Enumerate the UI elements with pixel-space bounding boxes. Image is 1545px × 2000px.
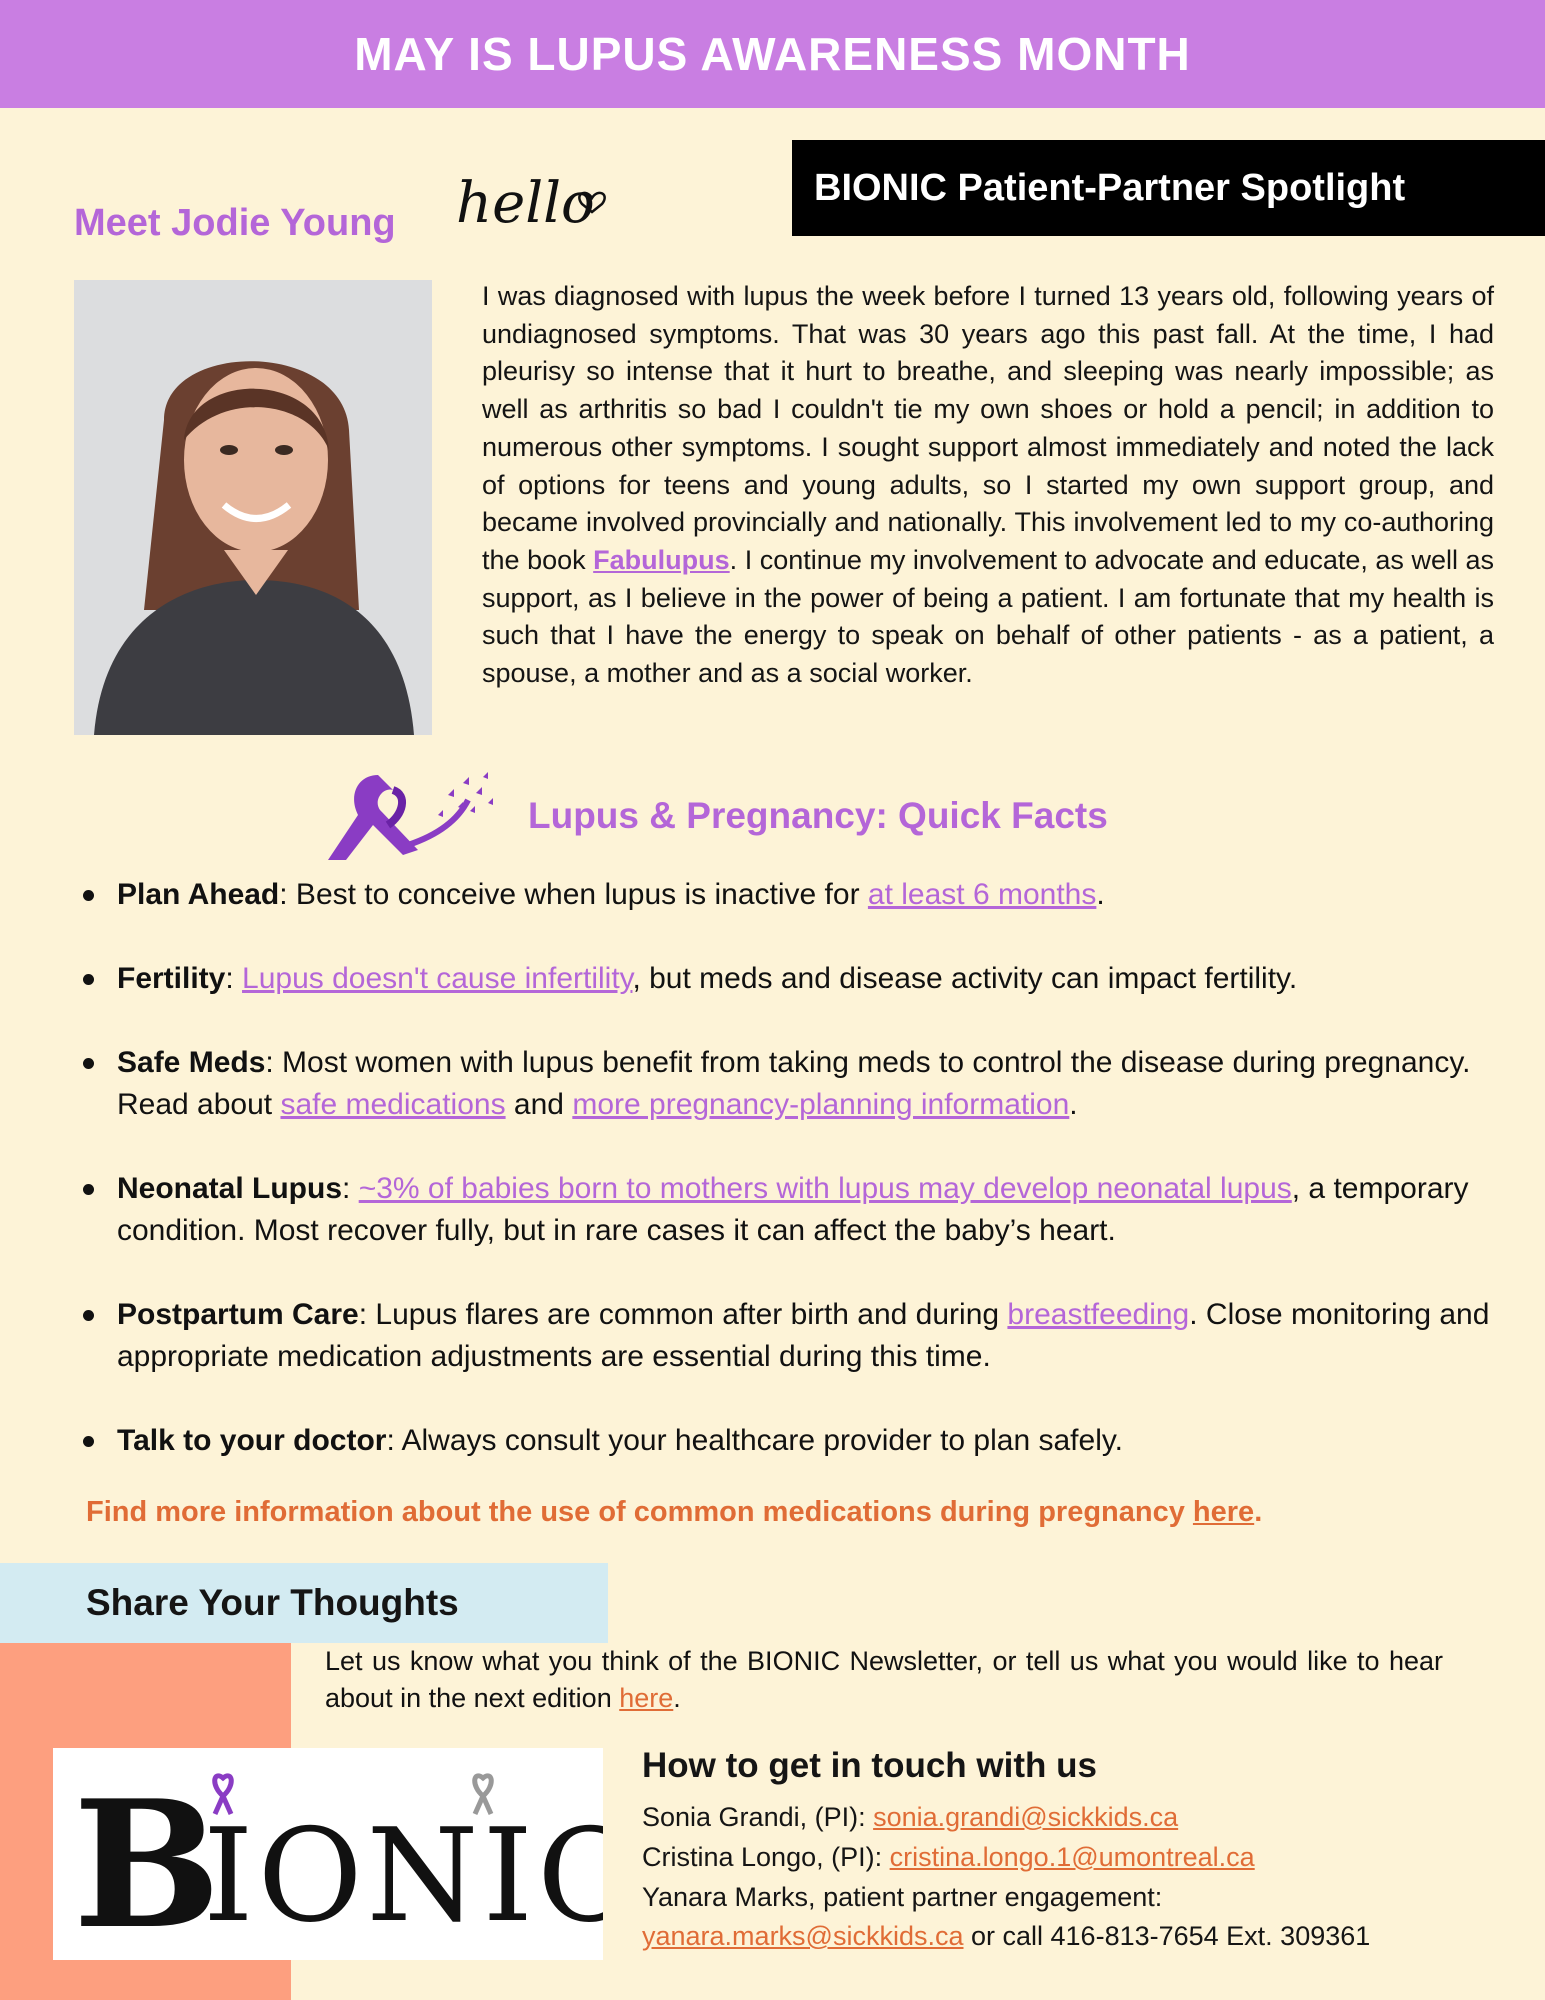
contact-email-link[interactable]: cristina.longo.1@umontreal.ca xyxy=(889,1842,1255,1872)
fact-text: . xyxy=(1069,1088,1078,1121)
fact-text: . Close monitoring and appropriate medication adjustments are essential during this time. xyxy=(117,1298,1490,1373)
fact-text: . xyxy=(1096,878,1105,911)
fact-label: Plan Ahead xyxy=(117,878,280,911)
fact-link[interactable]: at least 6 months xyxy=(867,878,1097,911)
share-feedback-link[interactable]: here xyxy=(619,1683,674,1713)
fact-text: : Most women with lupus benefit from taking meds to control the disease during pregnancy. Read about xyxy=(117,1046,1471,1121)
fact-link[interactable]: Lupus doesn't cause infertility xyxy=(242,962,633,995)
share-post: . xyxy=(673,1683,681,1713)
fact-link[interactable]: breastfeeding xyxy=(1007,1298,1190,1331)
quick-facts-list xyxy=(80,874,1500,1504)
fact-link[interactable]: ~3% of babies born to mothers with lupus may develop neonatal lupus xyxy=(358,1172,1292,1205)
fact-talk-to-doctor xyxy=(80,1420,1500,1462)
contact-list xyxy=(642,1798,1522,1957)
contact-row xyxy=(642,1838,1522,1877)
contact-title: How to get in touch with us xyxy=(642,1746,1097,1785)
fact-text: : Best to conceive when lupus is inactive for xyxy=(279,878,868,911)
more-info-line xyxy=(86,1496,1262,1529)
fabulupus-link[interactable]: Fabulupus xyxy=(593,544,730,575)
fact-postpartum-care xyxy=(80,1294,1500,1378)
fact-neonatal-lupus xyxy=(80,1168,1500,1252)
share-paragraph xyxy=(325,1643,1443,1717)
bionic-logo xyxy=(53,1748,603,1960)
contact-email-link[interactable]: yanara.marks@sickkids.ca xyxy=(642,1921,964,1951)
hello-word: hello xyxy=(456,171,595,236)
banner-title: MAY IS LUPUS AWARENESS MONTH xyxy=(354,28,1191,80)
fact-link[interactable]: safe medications xyxy=(280,1088,506,1121)
contact-name: Sonia Grandi, (PI): xyxy=(642,1802,874,1832)
fact-safe-meds xyxy=(80,1042,1500,1126)
share-text: Let us know what you think of the BIONIC Newsletter, or tell us what you would like to hear about in the next edition xyxy=(325,1646,1443,1713)
logo-letters: IONIC xyxy=(203,1802,603,1951)
fact-label: Safe Meds xyxy=(117,1046,266,1079)
more-info-text: Find more information about the use of common medications during pregnancy xyxy=(86,1496,1193,1528)
fact-text: and xyxy=(505,1088,573,1121)
contact-phone: or call 416-813-7654 Ext. 309361 xyxy=(963,1921,1371,1951)
contact-name: Cristina Longo, (PI): xyxy=(642,1842,890,1872)
fact-label: Talk to your doctor xyxy=(117,1424,387,1457)
spotlight-label: BIONIC Patient-Partner Spotlight xyxy=(792,140,1545,236)
contact-row xyxy=(642,1878,1522,1956)
fact-text: , but meds and disease activity can impact fertility. xyxy=(632,962,1298,995)
fact-text: : xyxy=(225,962,243,995)
bio-paragraph xyxy=(482,278,1494,693)
fact-plan-ahead xyxy=(80,874,1500,916)
fact-label: Postpartum Care xyxy=(117,1298,359,1331)
fact-text: , a temporary condition. Most recover fully, but in rare cases it can affect the baby’s heart. xyxy=(117,1172,1469,1247)
fact-link[interactable]: more pregnancy-planning information xyxy=(572,1088,1070,1121)
fact-label: Fertility xyxy=(117,962,226,995)
hello-script-graphic xyxy=(452,150,612,250)
more-info-link[interactable]: here xyxy=(1192,1496,1255,1528)
fact-text: : Always consult your healthcare provider to plan safely. xyxy=(386,1424,1123,1457)
quick-facts-title: Lupus & Pregnancy: Quick Facts xyxy=(528,795,1108,836)
meet-heading: Meet Jodie Young xyxy=(74,202,396,244)
lupus-ribbon-icon xyxy=(318,765,498,865)
portrait-photo xyxy=(74,280,432,735)
top-banner xyxy=(0,0,1545,108)
logo-letter-b: B xyxy=(73,1763,221,1960)
contact-name: Yanara Marks, patient partner engagement: xyxy=(642,1882,1163,1912)
bio-text-1: I was diagnosed with lupus the week before I turned 13 years old, following years of undiagnosed symptoms. That was 30 years ago this past fall. At the time, I had pleurisy so intense that it hurt to breathe, and sleeping was nearly impossible; as well as arthritis so bad I couldn't tie my own shoes or hold a pencil; in addition to numerous other symptoms. I sought support almost immediately and noted the lack of options for teens and young adults, so I started my own support group, and became involved provincially and nationally. This involvement led to my co-authoring the book xyxy=(482,281,1494,575)
fact-text: : xyxy=(342,1172,359,1205)
share-thoughts-heading: Share Your Thoughts xyxy=(0,1563,608,1643)
fact-label: Neonatal Lupus xyxy=(117,1172,343,1205)
more-info-post: . xyxy=(1254,1496,1263,1528)
contact-email-link[interactable]: sonia.grandi@sickkids.ca xyxy=(873,1802,1179,1832)
fact-text: : Lupus flares are common after birth and during xyxy=(358,1298,1008,1331)
fact-fertility xyxy=(80,958,1500,1000)
bio-text-2: . I continue my involvement to advocate and educate, as well as support, as I believe in the power of being a patient. I am fortunate that my health is such that I have the energy to speak on behalf of other patients - as a patient, a spouse, a mother and as a social worker. xyxy=(482,544,1495,689)
contact-row xyxy=(642,1798,1522,1837)
